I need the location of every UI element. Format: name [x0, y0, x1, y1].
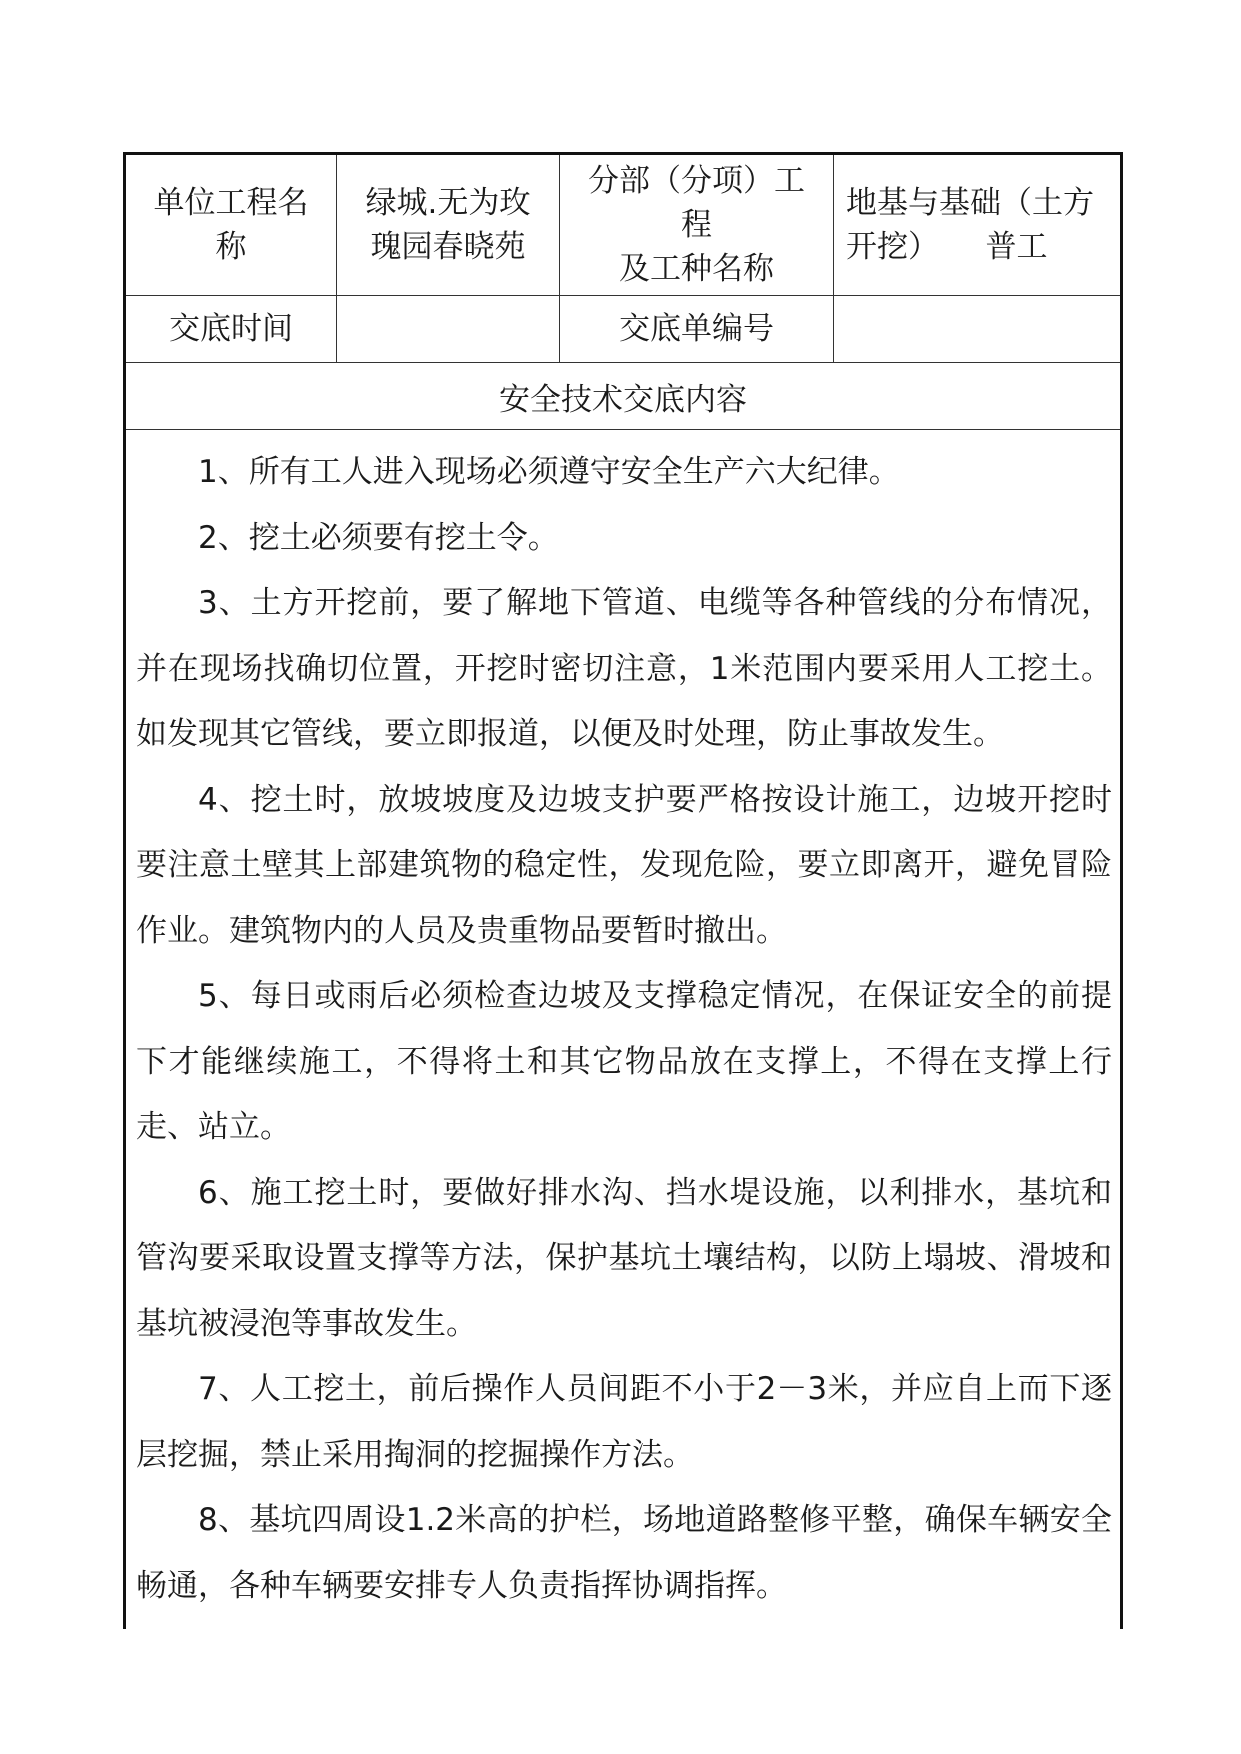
subproject-label-line1: 分部（分项）工 [588, 163, 805, 199]
subproject-label-line3: 及工种名称 [619, 251, 774, 287]
list-item: 4、挖土时，放坡坡度及边坡支护要严格按设计施工，边坡开挖时要注意土壁其上部建筑物的稳定性，发现危险，要立即离开，避免冒险作业。建筑物内的人员及贵重物品要暂时撤出。 [136, 781, 1112, 949]
briefing-content [126, 430, 1120, 1629]
list-item: 1、所有工人进入现场必须遵守安全生产六大纪律。 [198, 454, 900, 490]
briefing-number-value [834, 296, 1120, 362]
list-item: 5、每日或雨后必须检查边坡及支撑稳定情况，在保证安全的前提下才能继续施工，不得将土和其它物品放在支撑上，不得在支撑上行走、站立。 [136, 978, 1112, 1145]
list-item: 6、施工挖土时，要做好排水沟、挡水堤设施，以利排水，基坑和管沟要采取设置支撑等方法，保护基坑土壤结构，以防上塌坡、滑坡和基坑被浸泡等事故发生。 [136, 1174, 1112, 1342]
project-name-label [126, 155, 337, 295]
subproject-label [560, 155, 834, 295]
briefing-time-label: 交底时间 [126, 296, 337, 362]
project-name-value-line2: 瑰园春晓苑 [370, 229, 526, 265]
section-title: 安全技术交底内容 [126, 363, 1120, 430]
safety-briefing-form [123, 152, 1123, 1629]
subproject-value-line1: 地基与基础（土方 [846, 185, 1094, 221]
briefing-number-label: 交底单编号 [560, 296, 834, 362]
project-name-label-line1: 单位工程名 [153, 185, 309, 221]
project-name-value [337, 155, 560, 295]
subproject-value-line2: 开挖） 普工 [846, 229, 1048, 265]
subproject-label-line2: 程 [681, 207, 712, 243]
header-row-2 [126, 296, 1120, 363]
subproject-value [834, 155, 1120, 295]
project-name-value-line1: 绿城.无为玫 [365, 185, 531, 221]
project-name-label-line2: 称 [215, 229, 247, 265]
list-item: 8、基坑四周设1.2米高的护栏，场地道路整修平整，确保车辆安全畅通，各种车辆要安排专人负责指挥协调指挥。 [136, 1502, 1112, 1604]
briefing-time-value [337, 296, 560, 362]
list-item: 7、人工挖土，前后操作人员间距不小于2－3米，并应自上而下逐层挖掘，禁止采用掏洞的挖掘操作方法。 [136, 1371, 1112, 1473]
list-item: 2、挖土必须要有挖土令。 [198, 519, 559, 556]
header-row-1 [126, 155, 1120, 296]
list-item: 3、土方开挖前，要了解地下管道、电缆等各种管线的分布情况，并在现场找确切位置，开挖时密切注意，1米范围内要采用人工挖土。如发现其它管线，要立即报道，以便及时处理，防止事故发生。 [136, 585, 1112, 752]
